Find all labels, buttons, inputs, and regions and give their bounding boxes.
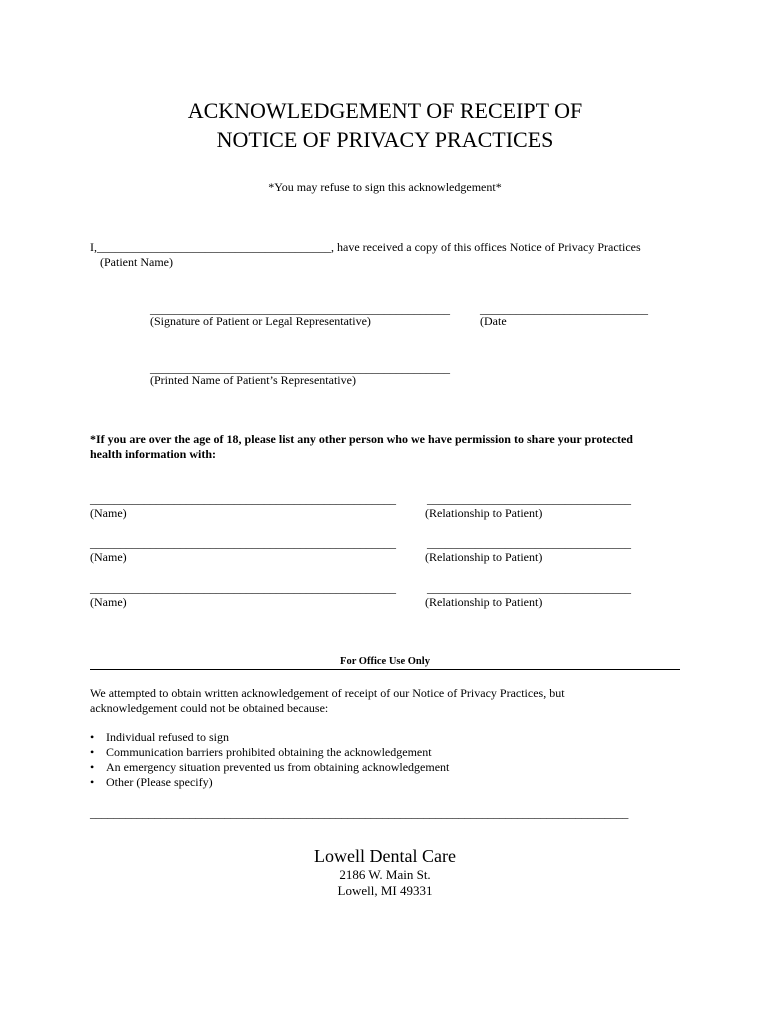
contact-3-relationship-field[interactable]: __________________________________ [427,581,631,595]
practice-street: 2186 W. Main St. [339,867,431,882]
contact-2-relationship-field[interactable]: __________________________________ [427,536,631,550]
office-use-heading: For Office Use Only [340,656,430,667]
contact-2-relationship-label: (Relationship to Patient) [425,550,543,564]
reason-emergency: • An emergency situation prevented us from obtaining acknowledgement [90,760,449,775]
signature-label: (Signature of Patient or Legal Representative) [150,314,371,328]
permission-note-line-2: health information with: [90,447,216,461]
patient-prefix: I, [90,240,97,254]
contact-3-relationship-label: (Relationship to Patient) [425,595,543,609]
patient-suffix: , have received a copy of this offices Notice of Privacy Practices [331,240,641,254]
reasons-list [90,730,449,790]
patient-name-label: (Patient Name) [100,255,173,269]
office-statement-line-2: acknowledgement could not be obtained because: [90,701,329,715]
office-statement-line-1: We attempted to obtain written acknowledgement of receipt of our Notice of Privacy Practices, but [90,686,565,700]
reason-refused: • Individual refused to sign [90,730,449,745]
patient-name-field[interactable]: _______________________________________ [97,240,331,254]
contact-1-relationship-field[interactable]: __________________________________ [427,492,631,506]
office-use-divider [90,669,680,670]
document-title [0,96,770,154]
signature-field[interactable]: __________________________________________________ [150,302,450,316]
date-label: (Date [480,314,507,328]
practice-city: Lowell, MI 49331 [337,883,433,898]
contact-1-relationship-label: (Relationship to Patient) [425,506,543,520]
title-line-2: NOTICE OF PRIVACY PRACTICES [216,127,554,152]
contact-3-name-field[interactable]: ___________________________________________________ [90,581,396,595]
practice-name: Lowell Dental Care [314,846,456,866]
title-line-1: ACKNOWLEDGEMENT OF RECEIPT OF [187,98,583,123]
printed-name-field[interactable]: __________________________________________________ [150,361,450,375]
contact-2-name-field[interactable]: ___________________________________________________ [90,536,396,550]
date-field[interactable]: ____________________________ [480,302,648,316]
reason-communication-barriers: • Communication barriers prohibited obtaining the acknowledgement [90,745,449,760]
refuse-note: *You may refuse to sign this acknowledgement* [268,180,502,194]
reason-other: • Other (Please specify) [90,775,449,790]
permission-note-line-1: *If you are over the age of 18, please list any other person who we have permission to share your protected [90,432,633,446]
contact-1-name-field[interactable]: ___________________________________________________ [90,492,396,506]
contact-2-name-label: (Name) [90,550,127,564]
specify-field[interactable]: ____________________________________________________________________________________________ [90,806,629,820]
contact-3-name-label: (Name) [90,595,127,609]
contact-1-name-label: (Name) [90,506,127,520]
patient-name-line [90,240,641,255]
printed-name-label: (Printed Name of Patient’s Representative) [150,373,356,387]
